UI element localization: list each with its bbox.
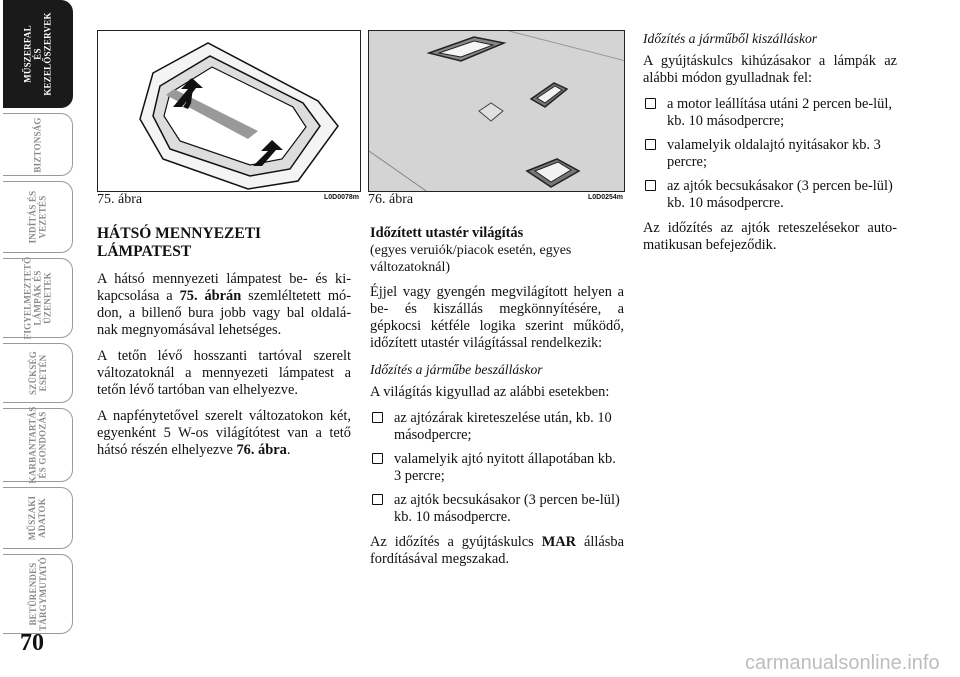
figure-caption: 76. ábra xyxy=(368,192,414,207)
tab-label: BETŰRENDES TÁRGYMUTATÓ xyxy=(27,557,48,631)
section-heading: HÁTSÓ MENNYEZETI LÁMPATEST xyxy=(97,225,262,260)
paragraph: Az időzítés a gyújtáskulcs MAR állásba fordításával megszakad. xyxy=(370,534,624,567)
tab-label: BIZTONSÁG xyxy=(32,116,43,173)
figure-code: L0D0078m xyxy=(323,194,359,201)
italic-subheading: Időzítés a járműbe beszálláskor xyxy=(370,362,543,377)
paragraph: Az időzítés az ajtók reteszelésekor auto-matikusan befejeződik. xyxy=(643,220,897,253)
list-item: az ajtózárak kireteszelése után, kb. 10 másodpercre; xyxy=(370,410,624,444)
tab-label: INDÍTÁS ÉS VEZETÉS xyxy=(27,190,48,244)
tab-label: KARBANTARTÁS ÉS GONDOZÁS xyxy=(27,406,48,484)
tab-label: SZÜKSÉG ESETÉN xyxy=(27,351,48,395)
checkbox-bullet-icon xyxy=(645,139,656,150)
tab-starting-driving[interactable] xyxy=(3,181,73,253)
tab-maintenance[interactable] xyxy=(3,408,73,482)
tab-dashboard-controls[interactable] xyxy=(3,0,73,108)
column-rear-ceiling-light xyxy=(97,225,351,468)
tab-index[interactable] xyxy=(3,554,73,634)
checkbox-bullet-icon xyxy=(645,180,656,191)
bullet-list xyxy=(370,410,624,526)
paragraph: A világítás kigyullad az alábbi esetekben: xyxy=(370,384,610,400)
list-item: valamelyik ajtó nyitott állapotában kb. 3 percre; xyxy=(370,451,624,485)
tab-technical-data[interactable] xyxy=(3,487,73,549)
applicability-note: (egyes veruiók/piacok esetén, egyes változatoknál) xyxy=(370,243,572,275)
figure-reference: 76. ábra xyxy=(236,442,287,458)
tab-label: FIGYELMEZTETŐ LÁMPÁK ÉS ÜZENETEK xyxy=(22,256,53,340)
bullet-list xyxy=(643,96,897,212)
page-number: 70 xyxy=(20,630,44,656)
figure-75 xyxy=(97,30,361,212)
checkbox-bullet-icon xyxy=(645,98,656,109)
paragraph: A napfénytetővel szerelt változatokon két, egyenként 5 W-os világítótest van a tető hátsó részén elhelyezve 76. ábra. xyxy=(97,408,351,458)
ceiling-lamp-drawing xyxy=(98,31,361,192)
list-item: az ajtók becsukásakor (3 percen be-lül) kb. 10 másodpercre. xyxy=(643,178,897,212)
list-item: az ajtók becsukásakor (3 percen be-lül) kb. 10 másodpercre. xyxy=(370,492,624,526)
list-item: a motor leállítása utáni 2 percen be-lül, kb. 10 másodpercre; xyxy=(643,96,897,130)
chapter-tabs xyxy=(0,0,76,640)
italic-subheading: Időzítés a járműből kiszálláskor xyxy=(643,31,818,46)
list-item: valamelyik oldalajtó nyitásakor kb. 3 percre; xyxy=(643,137,897,171)
sunroof-lamps-illustration xyxy=(368,30,625,192)
paragraph: A hátsó mennyezeti lámpatest be- és ki-kapcsolása a 75. ábrán szemléltetett mó-don, a billenő bura jobb vagy bal oldalá-nak megnyomásával lehetséges. xyxy=(97,271,351,338)
figure-code: L0D0254m xyxy=(587,194,623,201)
checkbox-bullet-icon xyxy=(372,494,383,505)
tab-warning-lights[interactable] xyxy=(3,258,73,338)
sunroof-lamps-drawing xyxy=(369,31,625,192)
ceiling-lamp-illustration xyxy=(97,30,361,192)
figure-caption: 75. ábra xyxy=(97,192,143,207)
tab-emergency[interactable] xyxy=(3,343,73,403)
figure-reference: 75. ábrán xyxy=(179,288,242,304)
paragraph: A gyújtáskulcs kihúzásakor a lámpák az alábbi módon gyulladnak fel: xyxy=(643,53,897,86)
section-subheading: Időzített utastér világítás xyxy=(370,225,524,241)
tab-label: MŰSZERFAL ÉS KEZELŐSZERVEK xyxy=(22,12,53,96)
watermark: carmanualsonline.info xyxy=(745,652,940,674)
paragraph: A tetőn lévő hosszanti tartóval szerelt változatoknál a mennyezeti lámpatest a tetőn lévő tartóban van elhelyezve. xyxy=(97,348,351,398)
tab-safety[interactable] xyxy=(3,113,73,176)
key-position: MAR xyxy=(541,534,577,550)
column-exit-timing xyxy=(643,30,897,263)
checkbox-bullet-icon xyxy=(372,453,383,464)
checkbox-bullet-icon xyxy=(372,412,383,423)
tab-label: MŰSZAKI ADATOK xyxy=(27,495,48,541)
figure-76 xyxy=(368,30,625,212)
column-timed-interior-light xyxy=(370,225,624,577)
paragraph: Éjjel vagy gyengén megvilágított helyen a be- és kiszállás megkönnyítésére, a gépkocsi kétféle logika szerint működő, időzített utastér világítással rendelkezik: xyxy=(370,284,624,351)
